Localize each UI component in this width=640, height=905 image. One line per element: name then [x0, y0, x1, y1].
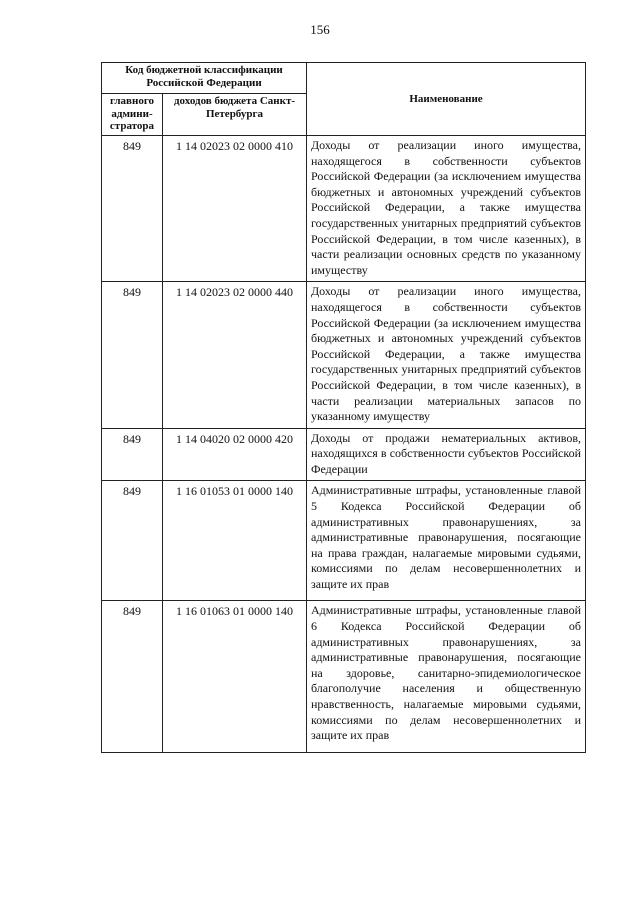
admin-code-cell: 849 [102, 282, 163, 428]
admin-code-cell: 849 [102, 136, 163, 282]
header-revenue-code: доходов бюджета Санкт-Петербурга [163, 94, 307, 136]
revenue-code-cell: 1 16 01053 01 0000 140 [163, 481, 307, 601]
header-budget-classification-code: Код бюджетной классификации Российской Федерации [102, 63, 307, 94]
admin-code-cell: 849 [102, 601, 163, 753]
revenue-code-cell: 1 14 04020 02 0000 420 [163, 428, 307, 481]
table-header-row-group [102, 63, 586, 94]
table-row [102, 282, 586, 428]
header-chief-administrator: главного админи-стратора [102, 94, 163, 136]
admin-code-cell: 849 [102, 428, 163, 481]
revenue-code-cell: 1 14 02023 02 0000 440 [163, 282, 307, 428]
header-name: Наименование [307, 63, 586, 136]
budget-classification-table [101, 62, 586, 753]
revenue-name-cell: Доходы от продажи нематериальных активов, находящихся в собственности субъектов Российской Федерации [307, 428, 586, 481]
revenue-name-cell: Административные штрафы, установленные главой 6 Кодекса Российской Федерации об административных правонарушениях, за административные правонарушения, посягающие на здоровье, санитарно-эпидемиологическое благополучие населения и общественную нравственность, налагаемые мировыми судьями, комиссиями по делам несовершеннолетних и защите их прав [307, 601, 586, 753]
revenue-code-cell: 1 14 02023 02 0000 410 [163, 136, 307, 282]
revenue-name-cell: Административные штрафы, установленные главой 5 Кодекса Российской Федерации об административных правонарушениях, за административные правонарушения, посягающие на права граждан, налагаемые мировыми судьями, комиссиями по делам несовершеннолетних и защите их прав [307, 481, 586, 601]
page-number: 156 [310, 22, 330, 37]
table-row [102, 428, 586, 481]
revenue-name-cell: Доходы от реализации иного имущества, находящегося в собственности субъектов Российской Федерации (за исключением имущества бюджетных и автономных учреждений субъектов Российской Федерации, а также имущества государственных унитарных предприятий субъектов Российской Федерации, в том числе казенных), в части реализации материальных запасов по указанному имуществу [307, 282, 586, 428]
revenue-name-cell: Доходы от реализации иного имущества, находящегося в собственности субъектов Российской Федерации (за исключением имущества бюджетных и автономных учреждений субъектов Российской Федерации, а также имущества государственных унитарных предприятий субъектов Российской Федерации, в том числе казенных), в части реализации основных средств по указанному имуществу [307, 136, 586, 282]
revenue-code-cell: 1 16 01063 01 0000 140 [163, 601, 307, 753]
admin-code-cell: 849 [102, 481, 163, 601]
table-row [102, 136, 586, 282]
table-row [102, 481, 586, 601]
table-row [102, 601, 586, 753]
